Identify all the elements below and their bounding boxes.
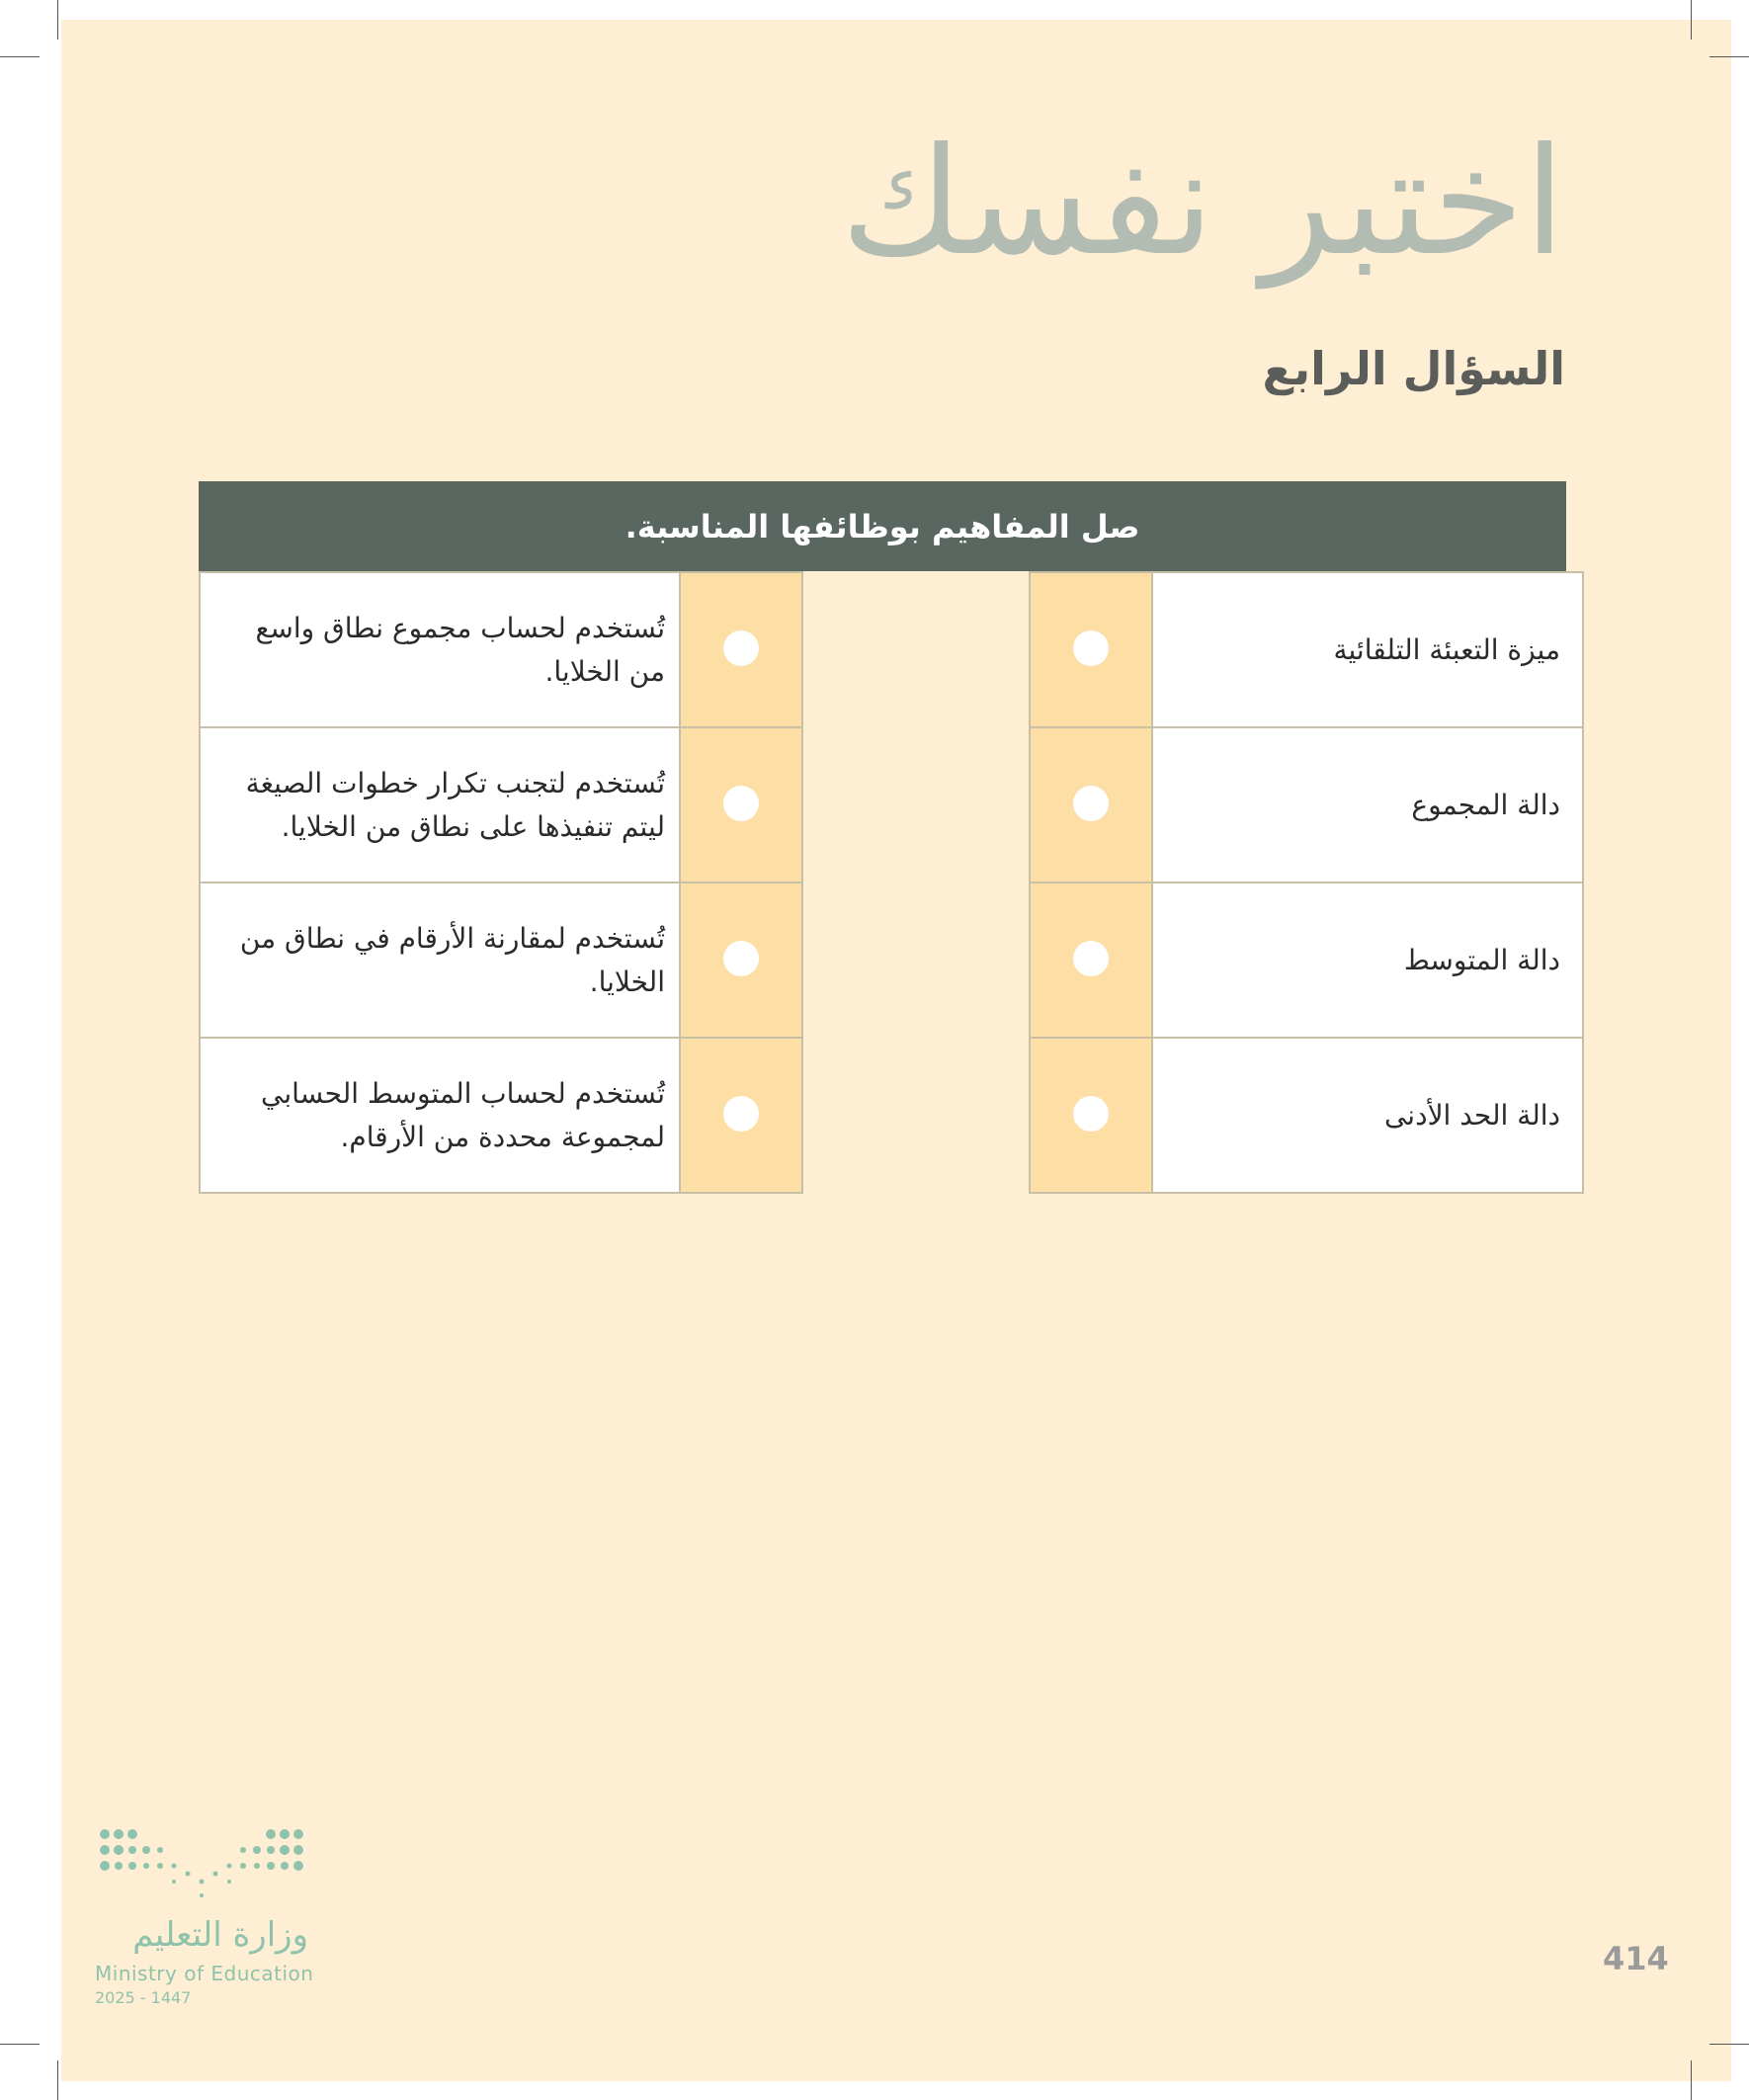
function-row [200, 572, 802, 727]
dot-cell [1030, 727, 1152, 882]
concept-row [1030, 727, 1583, 882]
match-dot[interactable] [1073, 630, 1109, 666]
crop-mark [57, 2060, 58, 2100]
question-heading: السؤال الرابع [1262, 342, 1565, 395]
page-title: اختبر نفسك [840, 117, 1565, 289]
dot-cell [1030, 882, 1152, 1038]
page-number: 414 [1603, 1940, 1669, 1977]
match-dot[interactable] [723, 630, 759, 666]
concept-text: دالة المتوسط [1152, 882, 1583, 1038]
crop-mark [0, 2044, 40, 2045]
dot-cell [680, 572, 802, 727]
function-text: تُستخدم لحساب مجموع نطاق واسع من الخلايا. [200, 572, 680, 727]
function-text: تُستخدم لحساب المتوسط الحسابي لمجموعة محددة من الأرقام. [200, 1038, 680, 1193]
function-text: تُستخدم لتجنب تكرار خطوات الصيغة ليتم تنفيذها على نطاق من الخلايا. [200, 727, 680, 882]
crop-mark [0, 56, 40, 57]
function-row [200, 727, 802, 882]
match-dot[interactable] [1073, 1096, 1109, 1132]
crop-mark [1691, 0, 1692, 40]
ministry-year: 2025 - 1447 [95, 1988, 192, 2007]
match-dot[interactable] [1073, 941, 1109, 976]
crop-mark [1691, 2060, 1692, 2100]
concept-row [1030, 882, 1583, 1038]
crop-mark [1709, 2044, 1749, 2045]
concept-text: دالة الحد الأدنى [1152, 1038, 1583, 1193]
dot-cell [1030, 1038, 1152, 1193]
crop-mark [1709, 56, 1749, 57]
match-dot[interactable] [1073, 786, 1109, 821]
ministry-logo-icon [95, 1824, 312, 1903]
match-dot[interactable] [723, 786, 759, 821]
concept-row [1030, 572, 1583, 727]
match-dot[interactable] [723, 1096, 759, 1132]
ministry-name-arabic: وزارة التعليم [132, 1915, 308, 1955]
dot-cell [680, 727, 802, 882]
concept-row [1030, 1038, 1583, 1193]
concept-text: دالة المجموع [1152, 727, 1583, 882]
instruction-header: صل المفاهيم بوظائفها المناسبة. [199, 481, 1566, 571]
function-row [200, 1038, 802, 1193]
ministry-name-english: Ministry of Education [95, 1962, 314, 1985]
function-row [200, 882, 802, 1038]
concept-text: ميزة التعبئة التلقائية [1152, 572, 1583, 727]
functions-column [199, 571, 803, 1194]
match-dot[interactable] [723, 941, 759, 976]
dot-cell [1030, 572, 1152, 727]
concepts-column [1029, 571, 1584, 1194]
crop-mark [57, 0, 58, 40]
dot-cell [680, 1038, 802, 1193]
dot-cell [680, 882, 802, 1038]
function-text: تُستخدم لمقارنة الأرقام في نطاق من الخلايا. [200, 882, 680, 1038]
